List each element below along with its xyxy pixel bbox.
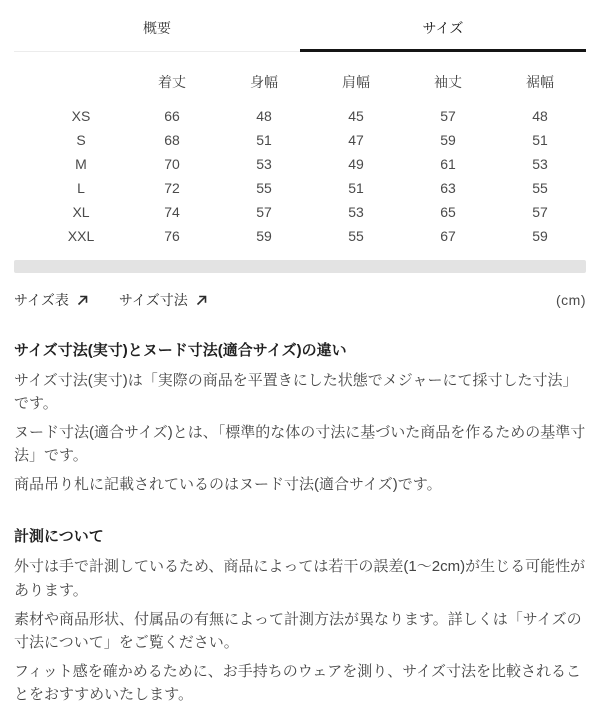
cell-value: 53	[256, 156, 272, 172]
cell-value: 57	[532, 204, 548, 220]
cell-value: 70	[164, 156, 180, 172]
cell-value: 65	[440, 204, 456, 220]
col-header-empty	[36, 70, 126, 94]
cell-value: 76	[164, 228, 180, 244]
row-label-l: L	[77, 180, 85, 196]
cell-value: 59	[440, 132, 456, 148]
cell-value: 59	[256, 228, 272, 244]
col-header-body-length: 着丈	[158, 74, 186, 90]
col-header-shoulder-width: 肩幅	[342, 74, 370, 90]
section-heading: サイズ寸法(実寸)とヌード寸法(適合サイズ)の違い	[14, 342, 347, 359]
cell-value: 49	[348, 156, 364, 172]
section-paragraph: 素材や商品形状、付属品の有無によって計測方法が異なります。詳しくは「サイズの寸法について」をご覧ください。	[14, 610, 582, 651]
cell-value: 55	[532, 180, 548, 196]
cell-value: 72	[164, 180, 180, 196]
col-header-hem-width: 裾幅	[526, 74, 554, 90]
section-paragraph: フィット感を確かめるために、お手持ちのウェアを測り、サイズ寸法を比較されることをおすすめいたします。	[14, 662, 582, 703]
size-chart-link[interactable]	[14, 290, 89, 310]
section-paragraph: 外寸は手で計測しているため、商品によっては若干の誤差(1〜2cm)が生じる可能性があります。	[14, 558, 586, 599]
cell-value: 57	[256, 204, 272, 220]
section-size-vs-nude	[14, 339, 586, 496]
size-dimensions-link-label: サイズ寸法	[118, 292, 188, 308]
cell-value: 47	[348, 132, 364, 148]
row-label-s: S	[76, 132, 86, 148]
cell-value: 53	[348, 204, 364, 220]
cell-value: 67	[440, 228, 456, 244]
external-link-icon	[195, 294, 208, 307]
cell-value: 45	[348, 108, 364, 124]
external-link-icon	[76, 294, 89, 307]
cell-value: 59	[532, 228, 548, 244]
cell-value: 66	[164, 108, 180, 124]
row-label-xxl: XXL	[67, 228, 95, 244]
cell-value: 55	[348, 228, 364, 244]
row-label-xs: XS	[71, 108, 91, 124]
cell-value: 68	[164, 132, 180, 148]
row-label-xl: XL	[72, 204, 90, 220]
cell-value: 53	[532, 156, 548, 172]
cell-value: 74	[164, 204, 180, 220]
cell-value: 51	[532, 132, 548, 148]
row-label-m: M	[75, 156, 87, 172]
section-heading: 計測について	[14, 528, 104, 546]
section-paragraph: 商品吊り札に記載されているのはヌード寸法(適合サイズ)です。	[14, 476, 442, 494]
size-table	[36, 70, 586, 248]
tab-size[interactable]: サイズ	[300, 10, 586, 52]
section-measurement	[14, 525, 586, 706]
section-paragraph: ヌード寸法(適合サイズ)とは、「標準的な体の寸法に基づいた商品を作るための基準寸法」です。	[14, 424, 586, 465]
tab-bar	[14, 0, 586, 52]
cell-value: 51	[348, 180, 364, 196]
tab-overview[interactable]: 概要	[14, 10, 300, 52]
cell-value: 57	[440, 108, 456, 124]
cell-value: 61	[440, 156, 456, 172]
cell-value: 55	[256, 180, 272, 196]
col-header-sleeve-length: 袖丈	[434, 74, 462, 90]
section-paragraph: サイズ寸法(実寸)は「実際の商品を平置きにした状態でメジャーにて採寸した寸法」です。	[14, 372, 578, 413]
cell-value: 48	[532, 108, 548, 124]
size-chart-link-label: サイズ表	[14, 292, 69, 308]
size-dimensions-link[interactable]	[119, 290, 208, 310]
cell-value: 63	[440, 180, 456, 196]
cell-value: 48	[256, 108, 272, 124]
horizontal-scrollbar[interactable]	[14, 260, 586, 273]
cell-value: 51	[256, 132, 272, 148]
unit-label: (cm)	[556, 292, 586, 308]
links-row	[14, 290, 586, 310]
col-header-body-width: 身幅	[250, 74, 278, 90]
